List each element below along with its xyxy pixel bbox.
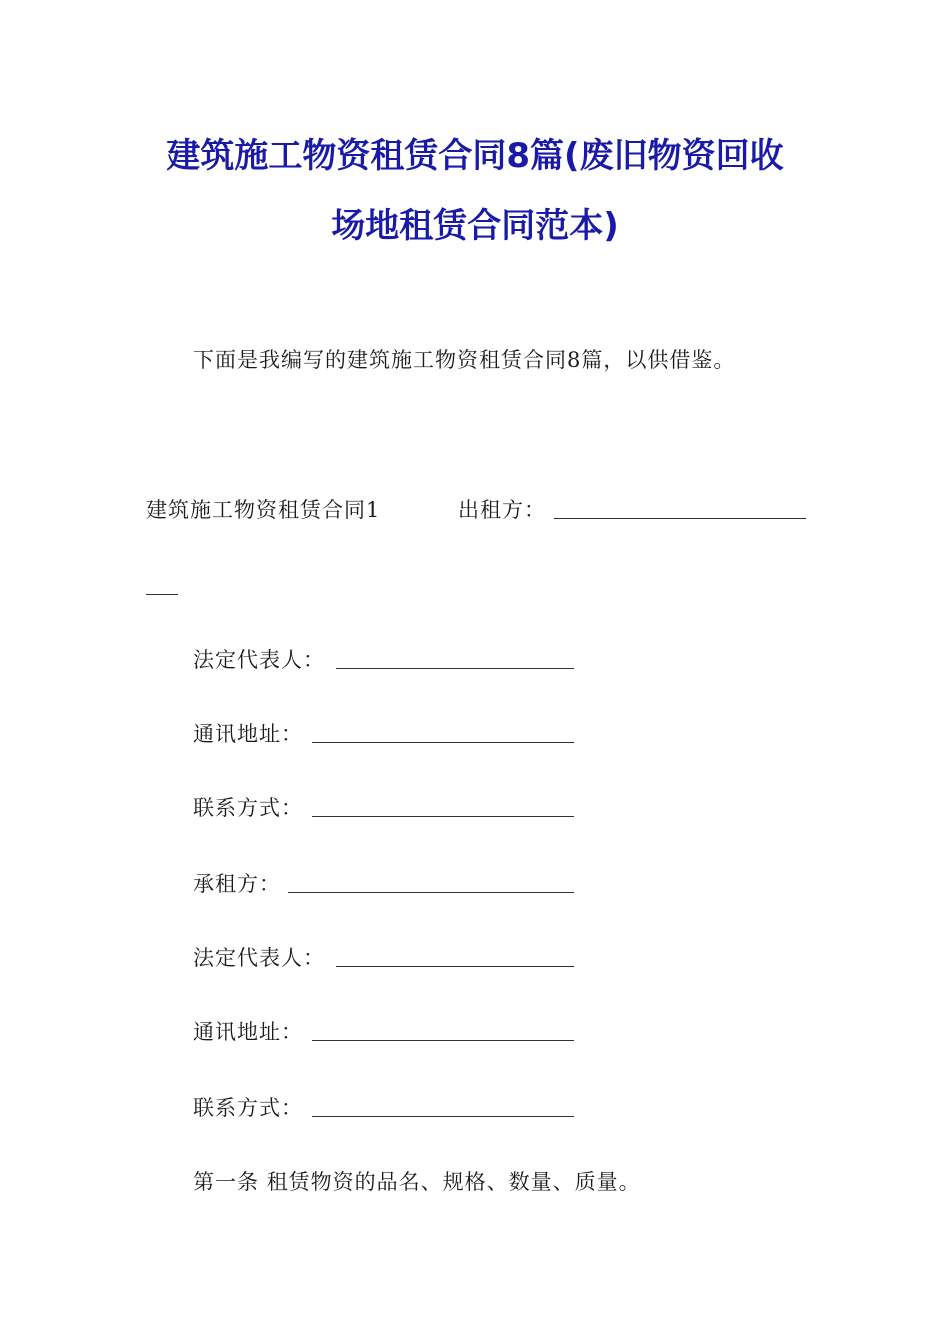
document-title-line-2: 场地租赁合同范本) — [331, 206, 619, 246]
lessor-address-label: 通讯地址： — [193, 722, 303, 746]
lessee-rep-label: 法定代表人： — [193, 946, 325, 970]
lessee-blank — [288, 870, 574, 893]
lessee-contact-blank — [312, 1094, 574, 1117]
lessor-contact-blank — [312, 794, 574, 817]
lessor-blank-continued — [146, 572, 178, 595]
lessee-address-blank — [312, 1018, 574, 1041]
lessor-field — [458, 496, 546, 524]
intro-paragraph: 下面是我编写的建筑施工物资租赁合同8篇，以供借鉴。 — [193, 348, 736, 372]
contract-heading — [146, 496, 380, 524]
lessor-rep-blank — [336, 646, 574, 669]
contract-heading-text: 建筑施工物资租赁合同1 — [146, 498, 381, 522]
lessee-contact-label: 联系方式： — [193, 1096, 303, 1120]
lessee-label: 承租方： — [193, 872, 281, 896]
lessor-address-blank — [312, 720, 574, 743]
lessor-contact-label: 联系方式： — [193, 796, 303, 820]
document-title-line-1: 建筑施工物资租赁合同8篇(废旧物资回收 — [166, 136, 784, 176]
lessor-label: 出租方： — [458, 498, 546, 522]
article-1: 第一条 租赁物资的品名、规格、数量、质量。 — [193, 1170, 641, 1194]
lessor-rep-label: 法定代表人： — [193, 648, 325, 672]
lessor-blank — [554, 496, 806, 519]
lessee-rep-blank — [336, 944, 574, 967]
lessee-address-label: 通讯地址： — [193, 1020, 303, 1044]
